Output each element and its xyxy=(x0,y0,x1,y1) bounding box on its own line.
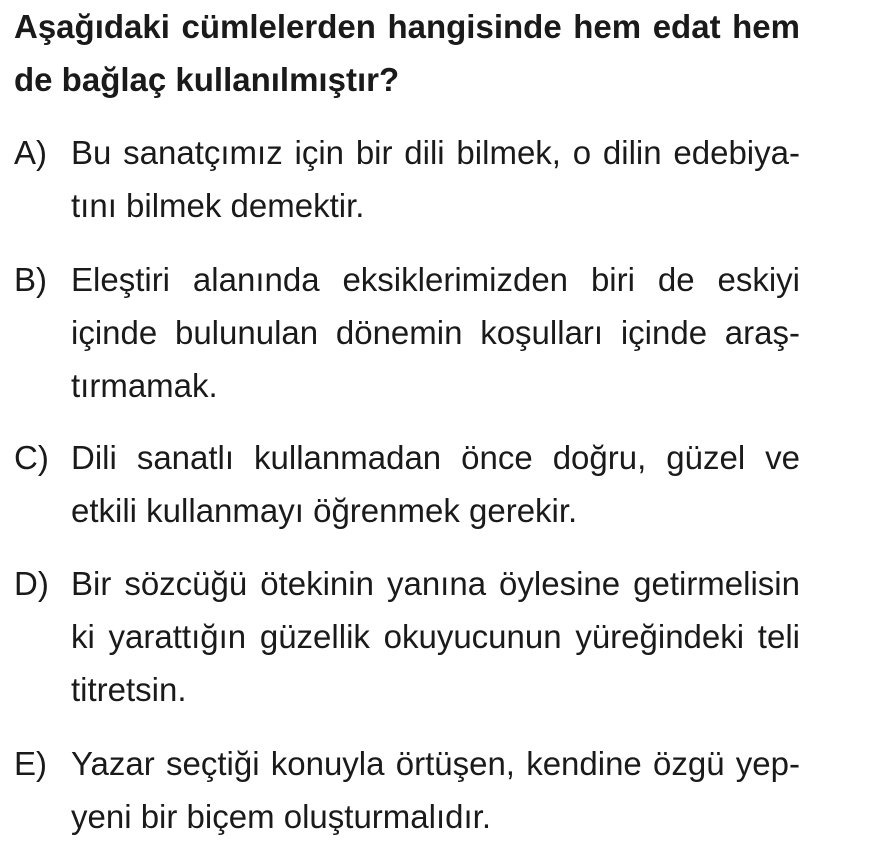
option-a[interactable] xyxy=(14,126,800,232)
option-letter: A) xyxy=(14,134,47,171)
option-text: Eleştiri alanında eksiklerimizden biri de eskiyi içinde bulunulan dönemin koşulları içinde araş- tırmamak. xyxy=(71,261,800,404)
option-d[interactable] xyxy=(14,557,800,716)
option-c[interactable] xyxy=(14,431,800,537)
option-text: Bu sanatçımız için bir dili bilmek, o dilin edebiya- tını bilmek demektir. xyxy=(71,134,800,224)
option-e[interactable] xyxy=(14,737,800,843)
option-text: Bir sözcüğü ötekinin yanına öylesine getirmelisin ki yarattığın güzellik okuyucunun yüreğindeki teli titretsin. xyxy=(71,565,800,708)
option-letter: E) xyxy=(14,745,47,782)
option-b[interactable] xyxy=(14,253,800,412)
question-text: Aşağıdaki cümlelerden hangisinde hem edat hem de bağlaç kullanılmıştır? xyxy=(14,8,800,98)
option-letter: B) xyxy=(14,261,47,298)
option-text: Yazar seçtiği konuyla örtüşen, kendine özgü yep- yeni bir biçem oluşturmalıdır. xyxy=(71,745,800,835)
option-letter: D) xyxy=(14,565,49,602)
option-text: Dili sanatlı kullanmadan önce doğru, güzel ve etkili kullanmayı öğrenmek gerekir. xyxy=(71,439,800,529)
option-letter: C) xyxy=(14,439,49,476)
